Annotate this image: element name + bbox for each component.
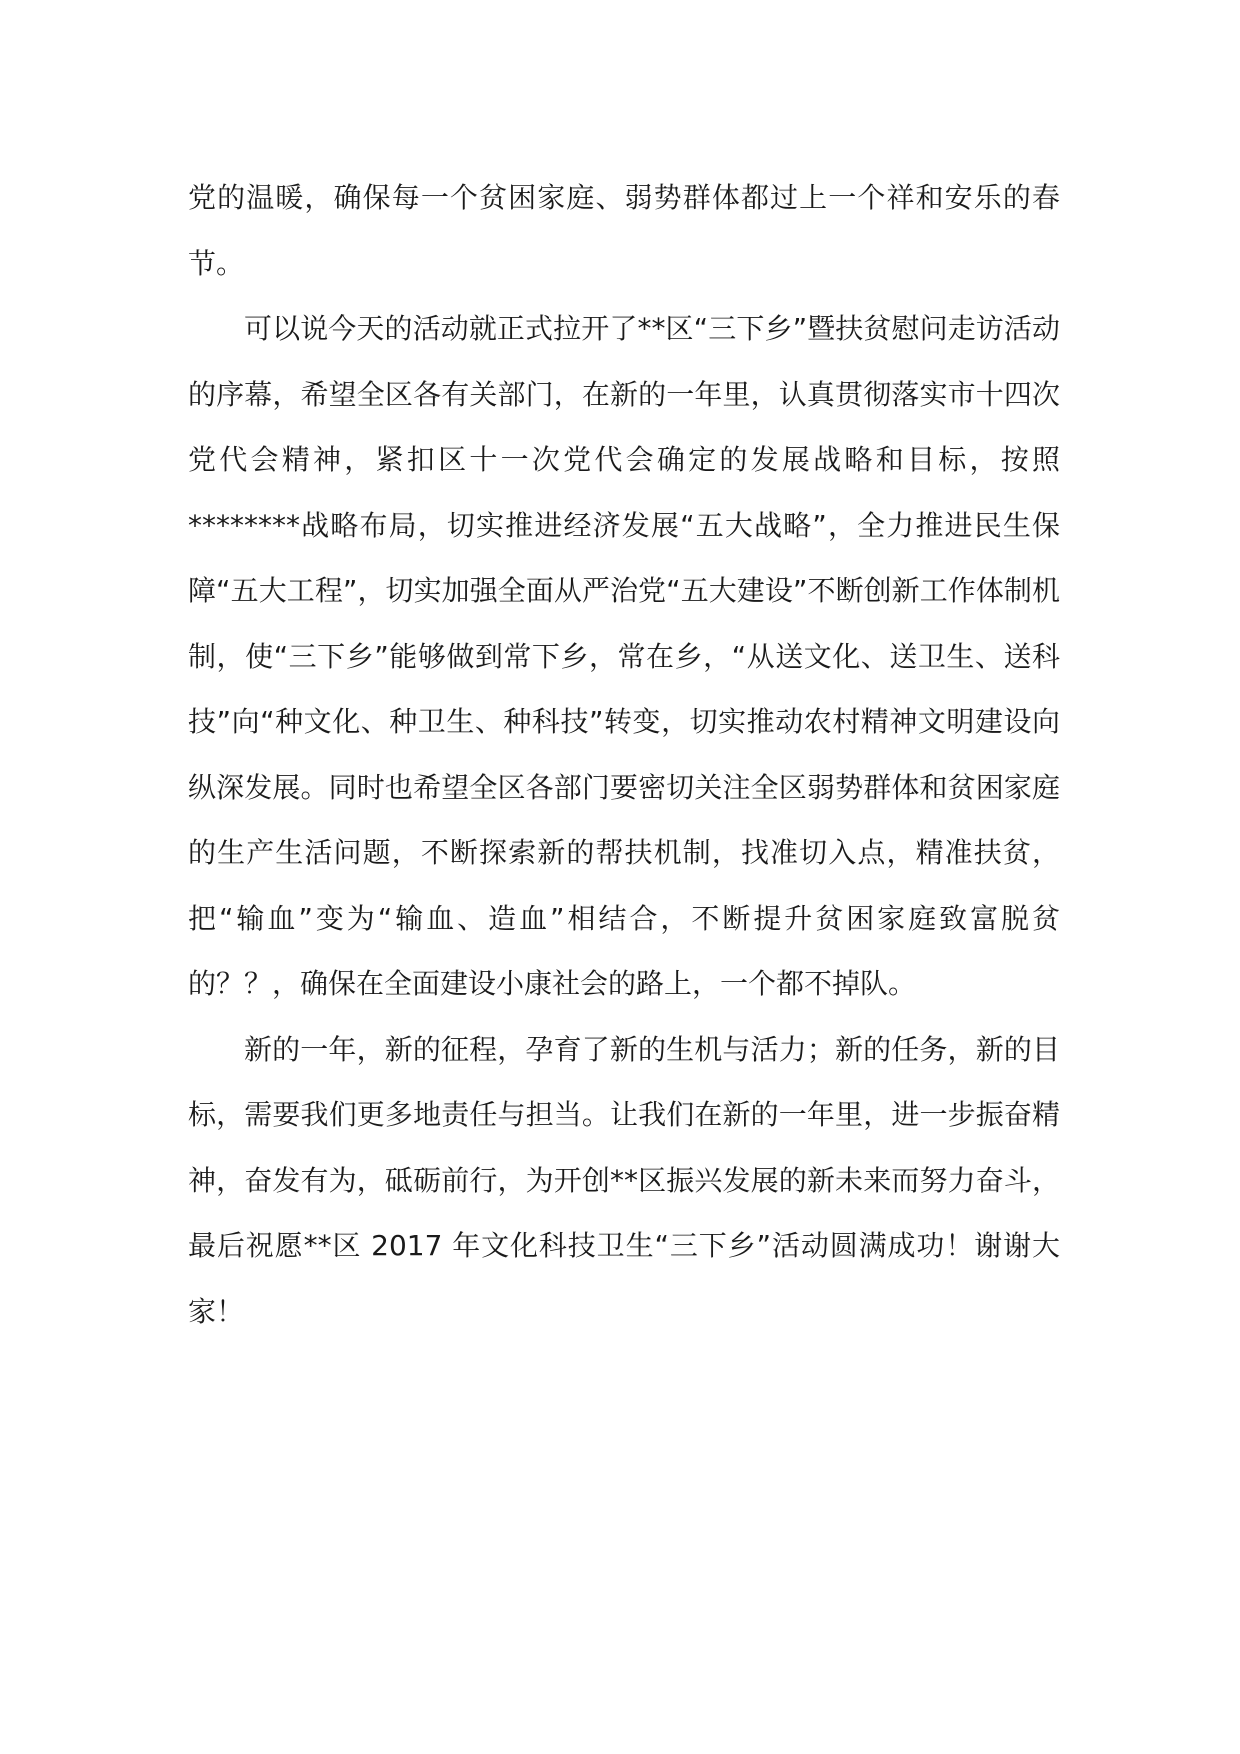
paragraph-1: 党的温暖，确保每一个贫困家庭、弱势群体都过上一个祥和安乐的春节。 (188, 181, 1060, 280)
paragraph-2: 可以说今天的活动就正式拉开了**区“三下乡”暨扶贫慰问走访活动的序幕，希望全区各有关部门，在新的一年里，认真贯彻落实市十四次党代会精神，紧扣区十一次党代会确定的发展战略和目标，按照********战略布局，切实推进经济发展“五大战略”，全力推进民生保障“五大工程”，切实加强全面从严治党“五大建设”不断创新工作体制机制，使“三下乡”能够做到常下乡，常在乡，“从送文化、送卫生、送科技”向“种文化、种卫生、种科技”转变，切实推动农村精神文明建设向纵深发展。同时也希望全区各部门要密切关注全区弱势群体和贫困家庭的生产生活问题，不断探索新的帮扶机制，找准切入点，精准扶贫，把“输血”变为“输血、造血”相结合，不断提升贫困家庭致富脱贫的？？，确保在全面建设小康社会的路上，一个都不掉队。 (188, 312, 1060, 1000)
paragraph-3: 新的一年，新的征程，孕育了新的生机与活力；新的任务，新的目标，需要我们更多地责任与担当。让我们在新的一年里，进一步振奋精神，奋发有为，砥砺前行，为开创**区振兴发展的新未来而努力奋斗，最后祝愿**区 2017 年文化科技卫生“三下乡”活动圆满成功！谢谢大家！ (188, 1032, 1060, 1328)
document-body (188, 165, 1060, 1344)
